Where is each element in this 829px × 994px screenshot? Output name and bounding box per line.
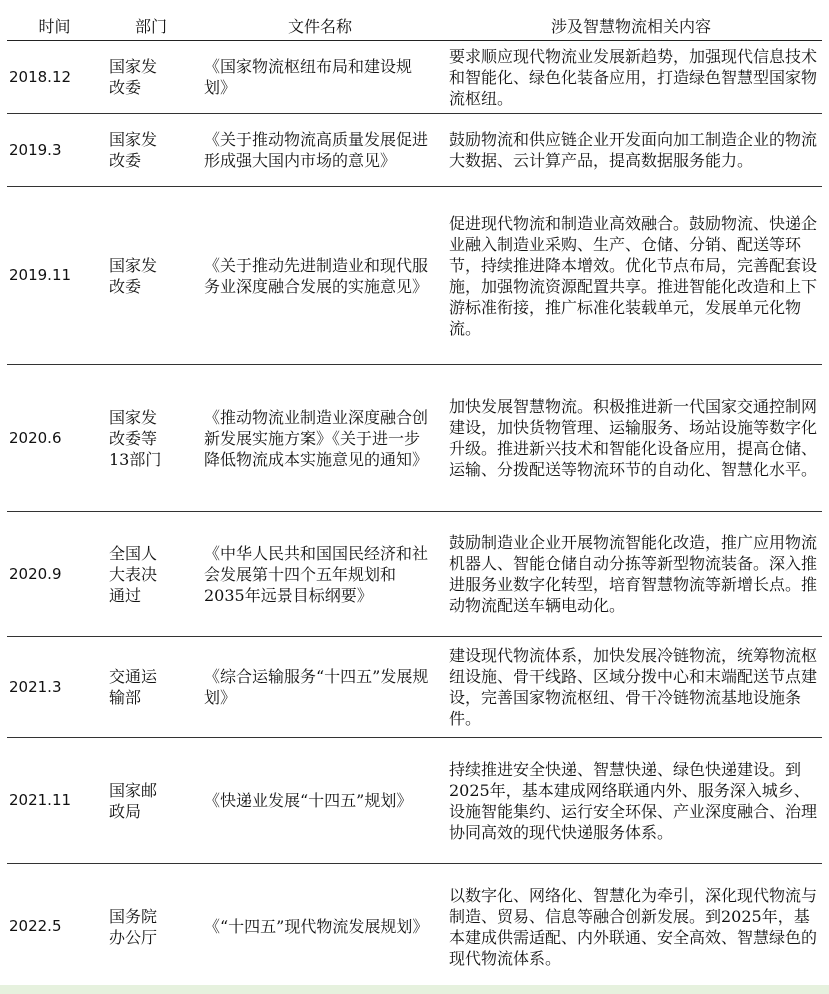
cell-dept <box>102 637 200 738</box>
cell-dept-text: 国家邮政局 <box>109 780 158 821</box>
cell-dept-text: 国务院办公厅 <box>109 906 158 947</box>
cell-dept-text: 国家发改委 <box>109 57 158 97</box>
header-file: 文件名称 <box>200 14 440 41</box>
cell-time: 2020.9 <box>7 512 102 637</box>
policy-table <box>7 14 822 990</box>
cell-dept <box>102 114 200 187</box>
cell-content: 促进现代物流和制造业高效融合。鼓励物流、快递企业融入制造业采购、生产、仓储、分销、配送等环节，持续推进降本增效。优化节点布局，完善配套设施，加强物流资源配置共享。推进智能化改造和上下游标准衔接，推广标准化装载单元，发展单元化物流。 <box>440 187 822 365</box>
cell-time: 2020.6 <box>7 365 102 512</box>
header-content: 涉及智慧物流相关内容 <box>440 14 822 41</box>
cell-file: 《综合运输服务“十四五”发展规划》 <box>200 637 440 738</box>
cell-content: 鼓励物流和供应链企业开发面向加工制造企业的物流大数据、云计算产品，提高数据服务能力。 <box>440 114 822 187</box>
header-dept: 部门 <box>102 14 200 41</box>
cell-file: 《关于推动物流高质量发展促进形成强大国内市场的意见》 <box>200 114 440 187</box>
cell-dept <box>102 864 200 990</box>
cell-time: 2021.11 <box>7 738 102 864</box>
cell-content: 持续推进安全快递、智慧快递、绿色快递建设。到2025年，基本建成网络联通内外、服务深入城乡、设施智能集约、运行安全环保、产业深度融合、治理协同高效的现代快递服务体系。 <box>440 738 822 864</box>
cell-file: 《中华人民共和国国民经济和社会发展第十四个五年规划和2035年远景目标纲要》 <box>200 512 440 637</box>
cell-content: 加快发展智慧物流。积极推进新一代国家交通控制网建设，加快货物管理、运输服务、场站设施等数字化升级。推进新兴技术和智能化设备应用，提高仓储、运输、分拨配送等物流环节的自动化、智慧化水平。 <box>440 365 822 512</box>
cell-time: 2018.12 <box>7 41 102 114</box>
cell-content: 要求顺应现代物流业发展新趋势，加强现代信息技术和智能化、绿色化装备应用，打造绿色智慧型国家物流枢纽。 <box>440 41 822 114</box>
table-row <box>7 738 822 864</box>
table-row <box>7 365 822 512</box>
table-row <box>7 864 822 990</box>
cell-dept-text: 交通运输部 <box>109 667 158 707</box>
cell-time: 2022.5 <box>7 864 102 990</box>
cell-time: 2019.3 <box>7 114 102 187</box>
cell-dept <box>102 41 200 114</box>
table-row <box>7 512 822 637</box>
cell-dept <box>102 365 200 512</box>
cell-dept <box>102 187 200 365</box>
cell-dept-text: 国家发改委 <box>109 130 158 170</box>
cell-dept-text: 国家发改委 <box>109 255 158 296</box>
table-header-row <box>7 14 822 41</box>
cell-dept <box>102 512 200 637</box>
bottom-band <box>0 985 829 994</box>
table-row <box>7 41 822 114</box>
cell-time: 2021.3 <box>7 637 102 738</box>
cell-file: 《“十四五”现代物流发展规划》 <box>200 864 440 990</box>
table-row <box>7 114 822 187</box>
cell-content: 以数字化、网络化、智慧化为牵引，深化现代物流与制造、贸易、信息等融合创新发展。到2025年，基本建成供需适配、内外联通、安全高效、智慧绿色的现代物流体系。 <box>440 864 822 990</box>
cell-content: 建设现代物流体系，加快发展冷链物流，统筹物流枢纽设施、骨干线路、区域分拨中心和末端配送节点建设，完善国家物流枢纽、骨干冷链物流基地设施条件。 <box>440 637 822 738</box>
cell-file: 《推动物流业制造业深度融合创新发展实施方案》《关于进一步降低物流成本实施意见的通知》 <box>200 365 440 512</box>
cell-dept-text: 全国人大表决通过 <box>109 543 158 605</box>
cell-file: 《快递业发展“十四五”规划》 <box>200 738 440 864</box>
cell-dept <box>102 738 200 864</box>
table-row <box>7 187 822 365</box>
cell-file: 《国家物流枢纽布局和建设规划》 <box>200 41 440 114</box>
cell-content: 鼓励制造业企业开展物流智能化改造，推广应用物流机器人、智能仓储自动分拣等新型物流装备。深入推进服务业数字化转型，培育智慧物流等新增长点。推动物流配送车辆电动化。 <box>440 512 822 637</box>
table-row <box>7 637 822 738</box>
header-time: 时间 <box>7 14 102 41</box>
cell-time: 2019.11 <box>7 187 102 365</box>
cell-dept-text: 国家发改委等13部门 <box>109 407 162 469</box>
cell-file: 《关于推动先进制造业和现代服务业深度融合发展的实施意见》 <box>200 187 440 365</box>
